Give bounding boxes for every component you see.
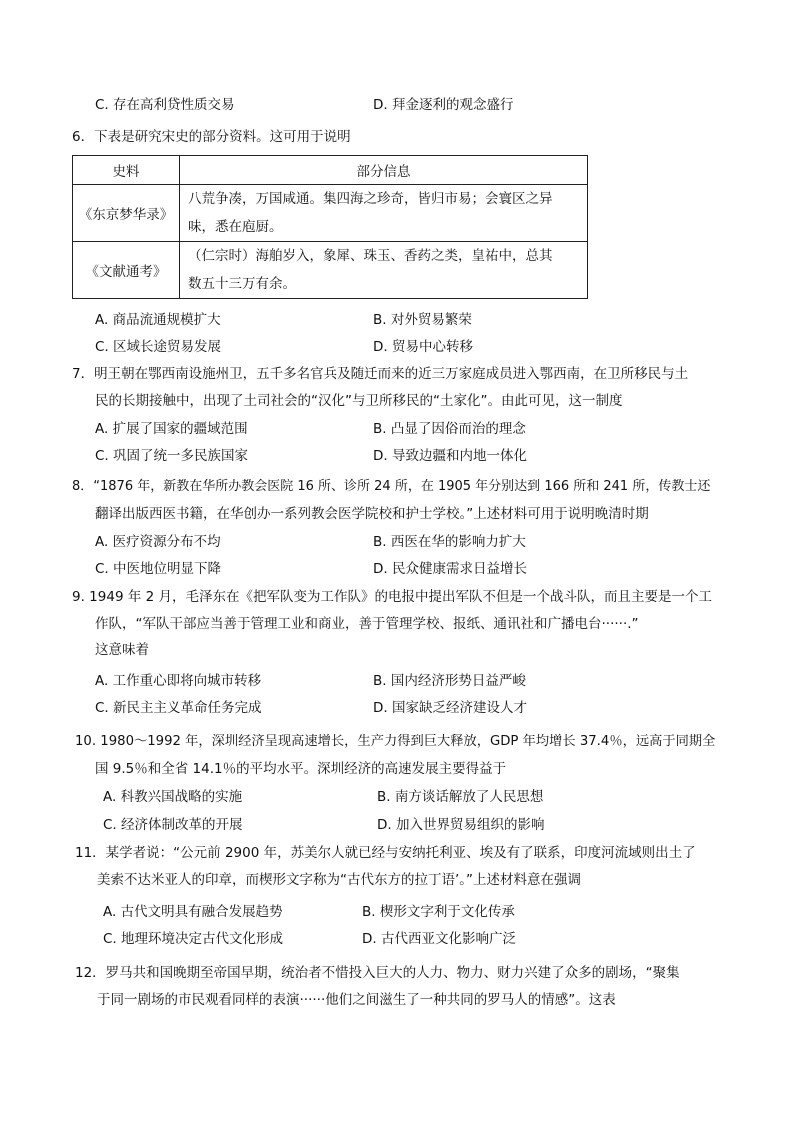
q6-option-d: D. 贸易中心转移 [373, 339, 473, 355]
q11-option-b: B. 楔形文字利于文化传承 [362, 904, 515, 920]
q12-stem-line: 12．罗马共和国晚期至帝国早期，统治者不惜投入巨大的人力、物力、财力兴建了众多的剧场，“聚集 [75, 965, 680, 981]
q6-stem: 6．下表是研究宋史的部分资料。这可用于说明 [72, 129, 351, 145]
q6-option-b: B. 对外贸易繁荣 [373, 312, 472, 328]
table-cell-info [180, 242, 588, 299]
q8-option-a: A. 医疗资源分布不均 [95, 534, 221, 550]
table-cell-source: 《文献通考》 [73, 242, 180, 299]
q9-option-c: C. 新民主主义革命任务完成 [95, 700, 262, 716]
q10-option-a: A. 科教兴国战略的实施 [103, 789, 243, 805]
q7-option-a: A. 扩展了国家的疆域范围 [95, 421, 248, 437]
table-header-row [73, 156, 588, 185]
q11-option-d: D. 古代西亚文化影响广泛 [362, 931, 516, 947]
q7-stem-line: 民的长期接触中，出现了土司社会的“汉化”与卫所移民的“土家化”。由此可见，这一制度 [95, 393, 623, 409]
q8-option-d: D. 民众健康需求日益增长 [373, 561, 527, 577]
q10-option-d: D. 加入世界贸易组织的影响 [377, 817, 545, 833]
q10-option-c: C. 经济体制改革的开展 [103, 817, 243, 833]
info-line: 数五十三万有余。 [188, 276, 296, 292]
q6-option-c: C. 区域长途贸易发展 [95, 339, 222, 355]
q9-option-d: D. 国家缺乏经济建设人才 [373, 700, 527, 716]
table-header-info: 部分信息 [180, 156, 588, 185]
info-line: （仁宗时）海舶岁入，象犀、珠玉、香药之类，皇祐中，总其 [188, 248, 553, 264]
q9-stem-line: 9. 1949 年 2 月，毛泽东在《把军队变为工作队》的电报中提出军队不但是一个战斗队，而且主要是一个工 [72, 589, 712, 605]
q6-source-table [72, 155, 588, 299]
q8-stem-line: 8．“1876 年，新教在华所办教会医院 16 所、诊所 24 所，在 1905 年分别达到 166 所和 241 所，传教士还 [72, 479, 711, 494]
q8-stem-line: 翻译出版西医书籍，在华创办一系列教会医学院校和护士学校。”上述材料可用于说明晚清时期 [95, 506, 649, 522]
q10-stem-line: 国 9.5％和全省 14.1％的平均水平。深圳经济的高速发展主要得益于 [95, 761, 507, 777]
q8-option-b: B. 西医在华的影响力扩大 [373, 534, 526, 550]
q8-option-c: C. 中医地位明显下降 [95, 561, 222, 577]
table-header-source: 史料 [73, 156, 180, 185]
q5-option-d: D. 拜金逐利的观念盛行 [373, 97, 514, 113]
table-row [73, 242, 588, 299]
q11-option-a: A. 古代文明具有融合发展趋势 [103, 904, 283, 920]
q7-option-c: C. 巩固了统一多民族国家 [95, 448, 249, 464]
q9-option-a: A. 工作重心即将向城市转移 [95, 673, 262, 689]
q5-option-c: C. 存在高利贷性质交易 [95, 97, 235, 113]
table-cell-info [180, 185, 588, 242]
q7-option-b: B. 凸显了因俗而治的理念 [373, 421, 526, 437]
info-line: 味，悉在庖厨。 [188, 219, 283, 235]
q11-option-c: C. 地理环境决定古代文化形成 [103, 931, 284, 947]
q10-stem-line: 10. 1980～1992 年，深圳经济呈现高速增长，生产力得到巨大释放，GDP 年均增长 37.4％，远高于同期全 [75, 734, 716, 749]
q6-option-a: A. 商品流通规模扩大 [95, 312, 221, 328]
q9-option-b: B. 国内经济形势日益严峻 [373, 673, 526, 689]
q9-stem-line: 这意味着 [95, 642, 149, 658]
q9-stem-line: 作队，“军队干部应当善于管理工业和商业，善于管理学校、报纸、通讯社和广播电台······.” [95, 616, 639, 632]
q11-stem-line: 美索不达米亚人的印章，而楔形文字称为“古代东方的拉丁语’。”上述材料意在强调 [97, 872, 582, 888]
q11-stem-line: 11．某学者说：“公元前 2900 年，苏美尔人就已经与安纳托利亚、埃及有了联系，印度河流域则出土了 [75, 845, 696, 861]
table-row [73, 185, 588, 242]
table-cell-source: 《东京梦华录》 [73, 185, 180, 242]
q12-stem-line: 于同一剧场的市民观看同样的表演······他们之间滋生了一种共同的罗马人的情感”。这表 [97, 992, 616, 1008]
q7-option-d: D. 导致边疆和内地一体化 [373, 448, 527, 464]
q10-option-b: B. 南方谈话解放了人民思想 [377, 789, 544, 805]
q7-stem-line: 7．明王朝在鄂西南设施州卫，五千多名官兵及随迁而来的近三万家庭成员进入鄂西南，在卫所移民与土 [72, 366, 689, 382]
info-line: 八荒争凑，万国咸通。集四海之珍奇，皆归市易；会寰区之异 [188, 191, 553, 207]
